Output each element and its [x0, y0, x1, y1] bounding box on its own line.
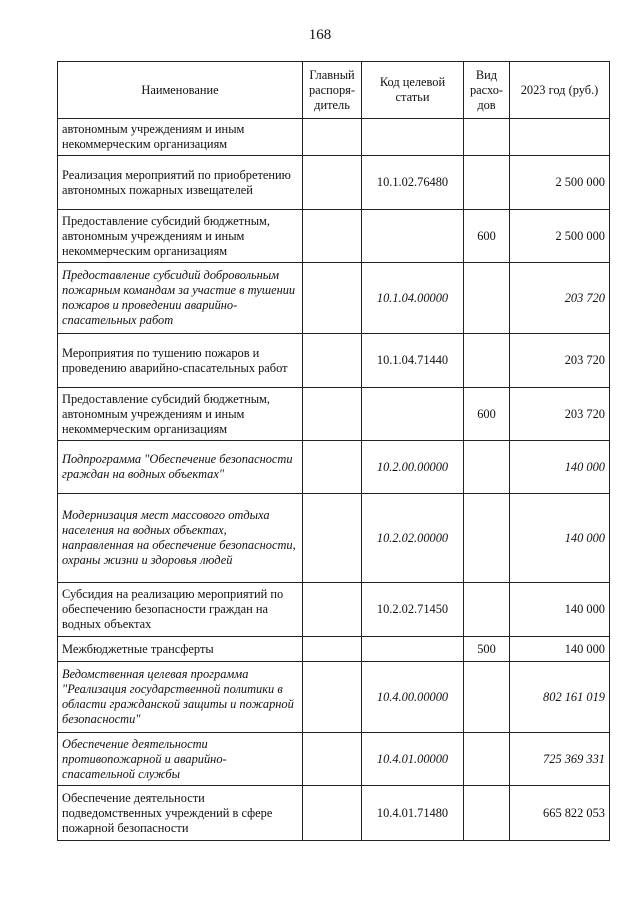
- row-target-code-cell: [362, 119, 464, 156]
- row-name-cell: автономным учреждениям и иным некоммерческим организациям: [58, 119, 303, 156]
- row-expense-type-cell: [464, 334, 510, 388]
- row-target-code-cell: [362, 210, 464, 263]
- row-sum-cell: 203 720: [510, 263, 610, 334]
- row-name-cell: Межбюджетные трансферты: [58, 637, 303, 662]
- table-row: [58, 441, 610, 494]
- row-sum-cell: 2 500 000: [510, 156, 610, 210]
- row-sum-cell: 2 500 000: [510, 210, 610, 263]
- row-expense-type-cell: 600: [464, 210, 510, 263]
- table-row: [58, 733, 610, 786]
- row-main-manager-cell: [303, 733, 362, 786]
- row-main-manager-cell: [303, 662, 362, 733]
- row-sum-cell: 203 720: [510, 334, 610, 388]
- row-target-code-cell: 10.2.02.71450: [362, 583, 464, 637]
- row-target-code-cell: [362, 388, 464, 441]
- table-row: [58, 662, 610, 733]
- row-main-manager-cell: [303, 388, 362, 441]
- table-row: [58, 583, 610, 637]
- header-expense-type: Вид расхо-дов: [464, 62, 510, 119]
- row-name-cell: Субсидия на реализацию мероприятий по обеспечению безопасности граждан на водных объектах: [58, 583, 303, 637]
- row-main-manager-cell: [303, 156, 362, 210]
- row-main-manager-cell: [303, 441, 362, 494]
- row-name-cell: Реализация мероприятий по приобретению автономных пожарных извещателей: [58, 156, 303, 210]
- row-target-code-cell: [362, 637, 464, 662]
- row-main-manager-cell: [303, 334, 362, 388]
- row-expense-type-cell: [464, 786, 510, 841]
- table-row: [58, 786, 610, 841]
- row-expense-type-cell: [464, 662, 510, 733]
- header-target-code: Код целевой статьи: [362, 62, 464, 119]
- row-main-manager-cell: [303, 119, 362, 156]
- table-row: [58, 637, 610, 662]
- row-name-cell: Модернизация мест массового отдыха населения на водных объектах, направленная на обеспечение безопасности, охраны жизни и здоровья людей: [58, 494, 303, 583]
- row-sum-cell: 665 822 053: [510, 786, 610, 841]
- table-row: [58, 334, 610, 388]
- row-main-manager-cell: [303, 786, 362, 841]
- header-main-manager: Главный распоря-дитель: [303, 62, 362, 119]
- row-target-code-cell: 10.1.02.76480: [362, 156, 464, 210]
- row-target-code-cell: 10.4.01.71480: [362, 786, 464, 841]
- row-sum-cell: 203 720: [510, 388, 610, 441]
- row-target-code-cell: 10.2.02.00000: [362, 494, 464, 583]
- row-expense-type-cell: [464, 441, 510, 494]
- row-target-code-cell: 10.1.04.71440: [362, 334, 464, 388]
- row-name-cell: Мероприятия по тушению пожаров и проведению аварийно-спасательных работ: [58, 334, 303, 388]
- row-expense-type-cell: 500: [464, 637, 510, 662]
- row-expense-type-cell: [464, 494, 510, 583]
- row-sum-cell: 140 000: [510, 583, 610, 637]
- row-sum-cell: [510, 119, 610, 156]
- row-main-manager-cell: [303, 263, 362, 334]
- row-main-manager-cell: [303, 583, 362, 637]
- row-target-code-cell: 10.1.04.00000: [362, 263, 464, 334]
- row-expense-type-cell: [464, 156, 510, 210]
- row-name-cell: Обеспечение деятельности противопожарной и аварийно-спасательной службы: [58, 733, 303, 786]
- row-target-code-cell: 10.4.00.00000: [362, 662, 464, 733]
- table-row: [58, 210, 610, 263]
- row-target-code-cell: 10.2.00.00000: [362, 441, 464, 494]
- table-header-row: [58, 62, 610, 119]
- table-row: [58, 156, 610, 210]
- row-expense-type-cell: [464, 263, 510, 334]
- row-sum-cell: 140 000: [510, 637, 610, 662]
- row-name-cell: Предоставление субсидий добровольным пожарным командам за участие в тушении пожаров и проведении аварийно-спасательных работ: [58, 263, 303, 334]
- row-main-manager-cell: [303, 210, 362, 263]
- row-main-manager-cell: [303, 494, 362, 583]
- row-name-cell: Предоставление субсидий бюджетным, автономным учреждениям и иным некоммерческим организациям: [58, 388, 303, 441]
- table-row: [58, 119, 610, 156]
- table-body: [58, 119, 610, 841]
- table-row: [58, 263, 610, 334]
- table-row: [58, 494, 610, 583]
- page-number: 168: [308, 27, 332, 43]
- row-sum-cell: 725 369 331: [510, 733, 610, 786]
- row-sum-cell: 140 000: [510, 494, 610, 583]
- row-target-code-cell: 10.4.01.00000: [362, 733, 464, 786]
- row-main-manager-cell: [303, 637, 362, 662]
- row-name-cell: Предоставление субсидий бюджетным, автономным учреждениям и иным некоммерческим организациям: [58, 210, 303, 263]
- header-year-sum: 2023 год (руб.): [510, 62, 610, 119]
- row-expense-type-cell: [464, 583, 510, 637]
- row-expense-type-cell: 600: [464, 388, 510, 441]
- row-expense-type-cell: [464, 733, 510, 786]
- row-name-cell: Подпрограмма "Обеспечение безопасности граждан на водных объектах": [58, 441, 303, 494]
- header-name: Наименование: [58, 62, 303, 119]
- row-name-cell: Обеспечение деятельности подведомственных учреждений в сфере пожарной безопасности: [58, 786, 303, 841]
- budget-table: [57, 61, 610, 841]
- row-sum-cell: 140 000: [510, 441, 610, 494]
- table-row: [58, 388, 610, 441]
- row-name-cell: Ведомственная целевая программа "Реализация государственной политики в области гражданской защиты и пожарной безопасности": [58, 662, 303, 733]
- row-sum-cell: 802 161 019: [510, 662, 610, 733]
- row-expense-type-cell: [464, 119, 510, 156]
